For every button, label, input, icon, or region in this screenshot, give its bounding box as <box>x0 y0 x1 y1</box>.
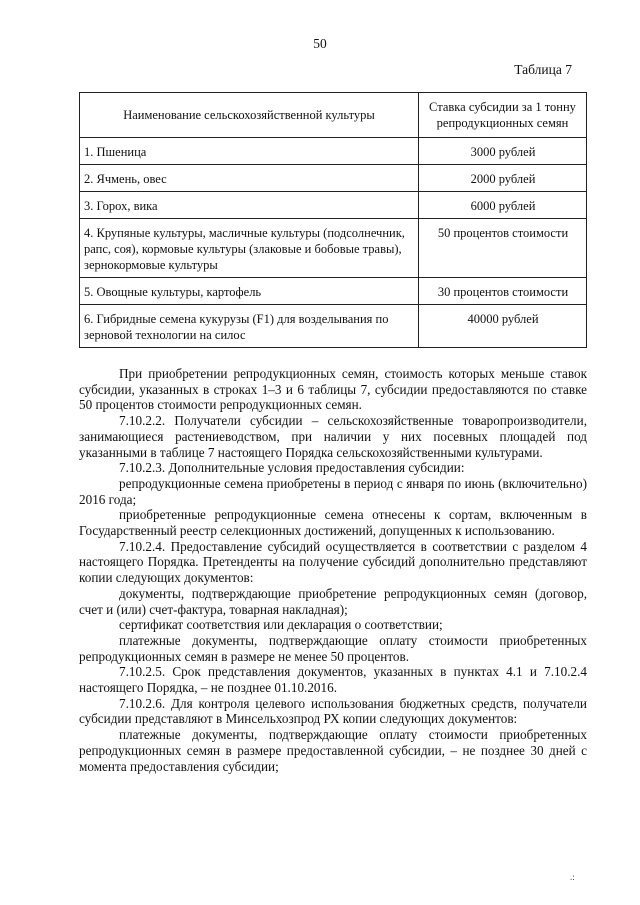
paragraph: репродукционные семена приобретены в период с января по июнь (включительно) 2016 года; <box>79 475 587 507</box>
table-row <box>80 165 587 192</box>
paragraph: При приобретении репродукционных семян, стоимость которых меньше ставок субсидии, указанных в строках 1–3 и 6 таблицы 7, субсидии предоставляются по ставке 50 процентов стоимости репродукционных семян. <box>79 366 587 413</box>
rate-cell: 6000 рублей <box>419 192 587 219</box>
paragraph: документы, подтверждающие приобретение репродукционных семян (договор, счет и (или) счет-фактура, товарная накладная); <box>79 585 587 617</box>
crop-name-cell: 6. Гибридные семена кукурузы (F1) для возделывания по зерновой технологии на силос <box>80 305 419 348</box>
subsidy-rate-table <box>79 92 587 348</box>
paragraph: 7.10.2.2. Получатели субсидии – сельскохозяйственные товаропроизводители, занимающиеся растениеводством, при наличии у них посевных площадей под указанными в таблице 7 настоящего Порядка сельскохозяйственными культурами. <box>79 413 587 460</box>
crop-name-cell: 4. Крупяные культуры, масличные культуры (подсолнечник, рапс, соя), кормовые культуры (злаковые и бобовые травы), зернокормовые культуры <box>80 219 419 278</box>
rate-cell: 2000 рублей <box>419 165 587 192</box>
paragraph: приобретенные репродукционные семена отнесены к сортам, включенным в Государственный реестр селекционных достижений, допущенных к использованию. <box>79 507 587 539</box>
crop-name-cell: 2. Ячмень, овес <box>80 165 419 192</box>
table-row <box>80 192 587 219</box>
table-row <box>80 219 587 278</box>
crop-name-cell: 3. Горох, вика <box>80 192 419 219</box>
rate-cell: 3000 рублей <box>419 138 587 165</box>
table-header-row <box>80 93 587 138</box>
paragraph: платежные документы, подтверждающие оплату стоимости приобретенных репродукционных семян в размере предоставленной субсидии, – не позднее 30 дней с момента предоставления субсидии; <box>79 727 587 774</box>
rate-cell: 40000 рублей <box>419 305 587 348</box>
paragraph: платежные документы, подтверждающие оплату стоимости приобретенных репродукционных семян в размере не менее 50 процентов. <box>79 632 587 664</box>
paragraph: сертификат соответствия или декларация о соответствии; <box>119 617 443 633</box>
paragraph: 7.10.2.3. Дополнительные условия предоставления субсидии: <box>119 460 465 476</box>
paragraph: 7.10.2.4. Предоставление субсидий осуществляется в соответствии с разделом 4 настоящего Порядка. Претенденты на получение субсидий дополнительно представляют копии следующих документов: <box>79 538 587 586</box>
table-row <box>80 305 587 348</box>
rate-cell: 50 процентов стоимости <box>419 219 587 278</box>
header-subsidy-rate: Ставка субсидии за 1 тонну репродукционных семян <box>419 93 587 138</box>
table-row <box>80 278 587 305</box>
table-caption: Таблица 7 <box>514 62 572 77</box>
page-number: 50 <box>313 36 327 51</box>
rate-cell: 30 процентов стоимости <box>419 278 587 305</box>
table-row <box>80 138 587 165</box>
crop-name-cell: 5. Овощные культуры, картофель <box>80 278 419 305</box>
crop-name-cell: 1. Пшеница <box>80 138 419 165</box>
header-crop-name: Наименование сельскохозяйственной культуры <box>80 93 419 138</box>
scan-mark: .: <box>570 872 575 882</box>
paragraph: 7.10.2.6. Для контроля целевого использования бюджетных средств, получатели субсидии представляют в Минсельхозпрод РХ копии следующих документов: <box>79 695 587 727</box>
paragraph: 7.10.2.5. Срок представления документов, указанных в пунктах 4.1 и 7.10.2.4 настоящего Порядка, – не позднее 01.10.2016. <box>79 664 587 696</box>
body-text <box>79 366 587 774</box>
